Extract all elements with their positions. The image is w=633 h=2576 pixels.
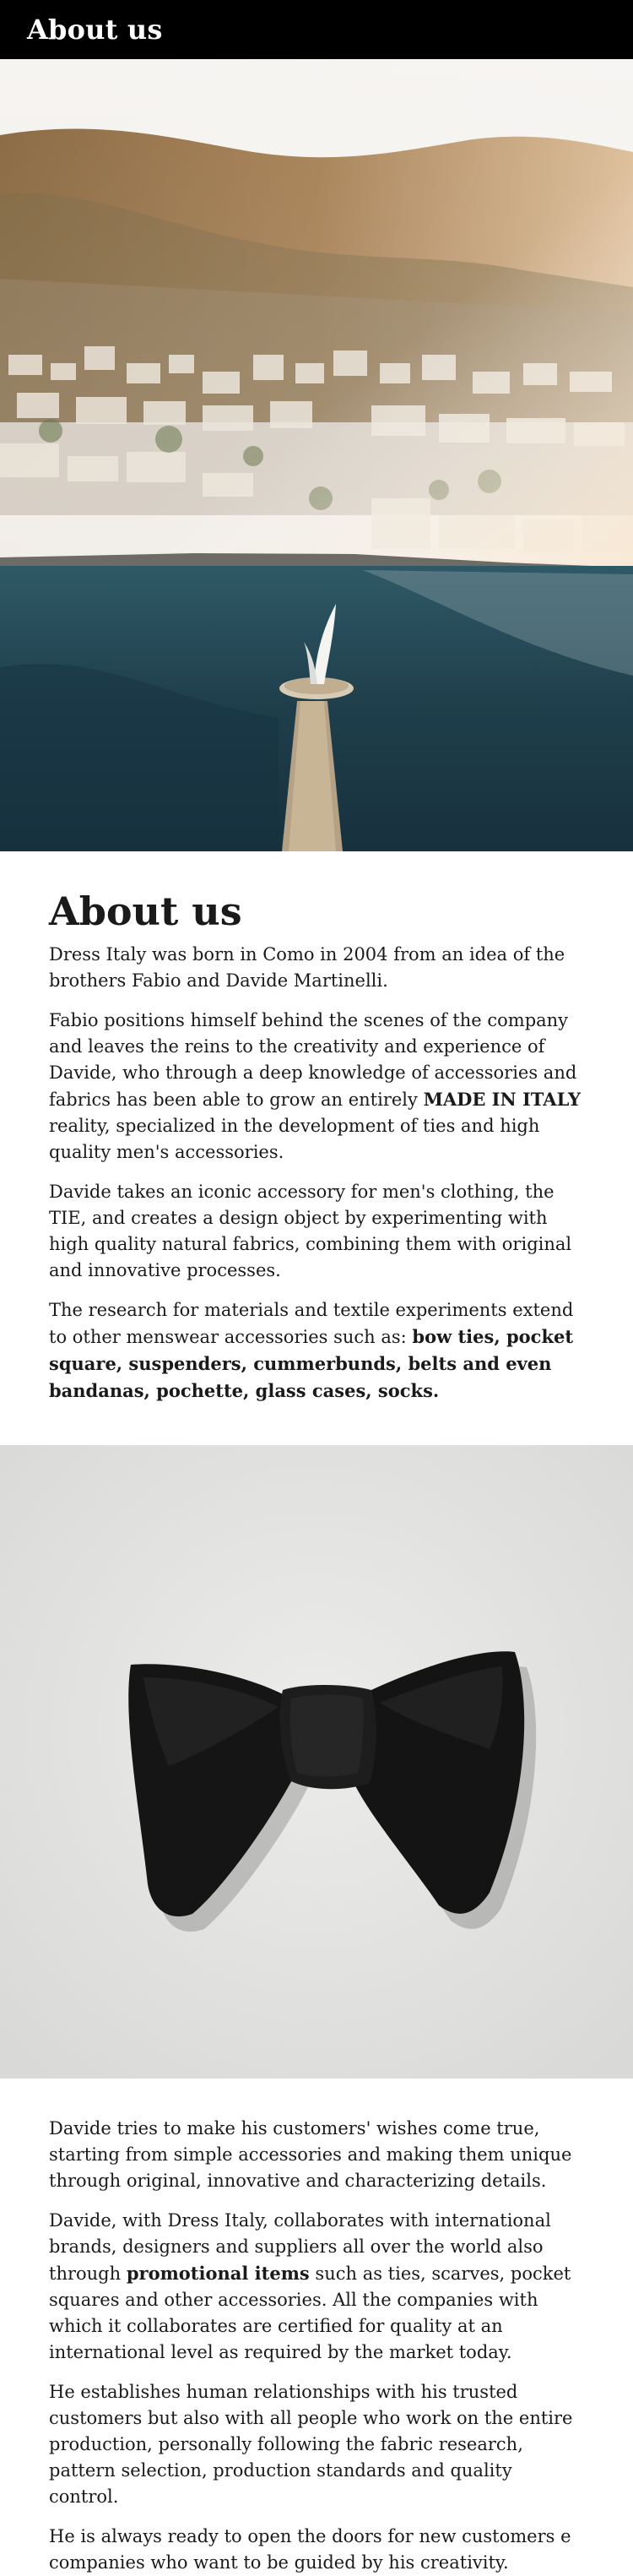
p6-text-c: such as ties, scarves, pocket squares and other accessories. All the companies with which it collaborates are certified for quality at an international level as required by the market today.: [49, 2263, 571, 2362]
p2-text-c: reality, specialized in the development of ties and high quality men's accessories.: [49, 1115, 540, 1162]
product-image: [0, 1445, 633, 2079]
about-paragraph-2: [49, 1008, 584, 1166]
bow-tie-illustration: [0, 1445, 633, 2079]
top-bar: [0, 0, 633, 59]
about-paragraph-4: [49, 1297, 584, 1405]
p6-text-a: Davide, with Dress Italy, collaborates with international brands, designers and suppliers all over the world also through: [49, 2209, 551, 2284]
about-paragraph-3: Davide takes an iconic accessory for men's clothing, the TIE, and creates a design object by experimenting with high quality natural fabrics, combining them with original and innovative processes.: [49, 1181, 572, 1280]
hero-image: [0, 59, 633, 851]
accessories-list-text: bow ties, pocket square, suspenders, cummerbunds, belts and even bandanas, pochette, glass cases, socks.: [49, 1325, 574, 1401]
p4-text-a: The research for materials and textile experiments extend to other menswear accessories such as:: [49, 1299, 574, 1347]
about-heading: About us: [49, 889, 242, 934]
more-section: [0, 2079, 633, 2576]
about-section: [0, 851, 633, 1405]
more-paragraph-3: He establishes human relationships with his trusted customers but also with all people who work on the entire production, personally following the fabric research, pattern selection, production standards and quality control.: [49, 2381, 573, 2507]
p2-text-a: Fabio positions himself behind the scenes of the company and leaves the reins to the creativity and experience of Davide, who through a deep knowledge of accessories and fabrics has been able to grow an entirely: [49, 1009, 577, 1110]
more-paragraph-1: Davide tries to make his customers' wishes come true, starting from simple accessories and making them unique through original, innovative and characterizing details.: [49, 2117, 572, 2191]
promotional-items-text: promotional items: [126, 2262, 310, 2284]
lake-como-illustration: [0, 59, 633, 851]
made-in-italy-text: MADE IN ITALY: [423, 1088, 581, 1110]
page-title: About us: [27, 14, 163, 46]
about-paragraph-1: Dress Italy was born in Como in 2004 from an idea of the brothers Fabio and Davide Martinelli.: [49, 943, 565, 991]
more-paragraph-2: [49, 2208, 584, 2366]
more-paragraph-4: He is always ready to open the doors for new customers e companies who want to be guided by his creativity.: [49, 2525, 571, 2573]
